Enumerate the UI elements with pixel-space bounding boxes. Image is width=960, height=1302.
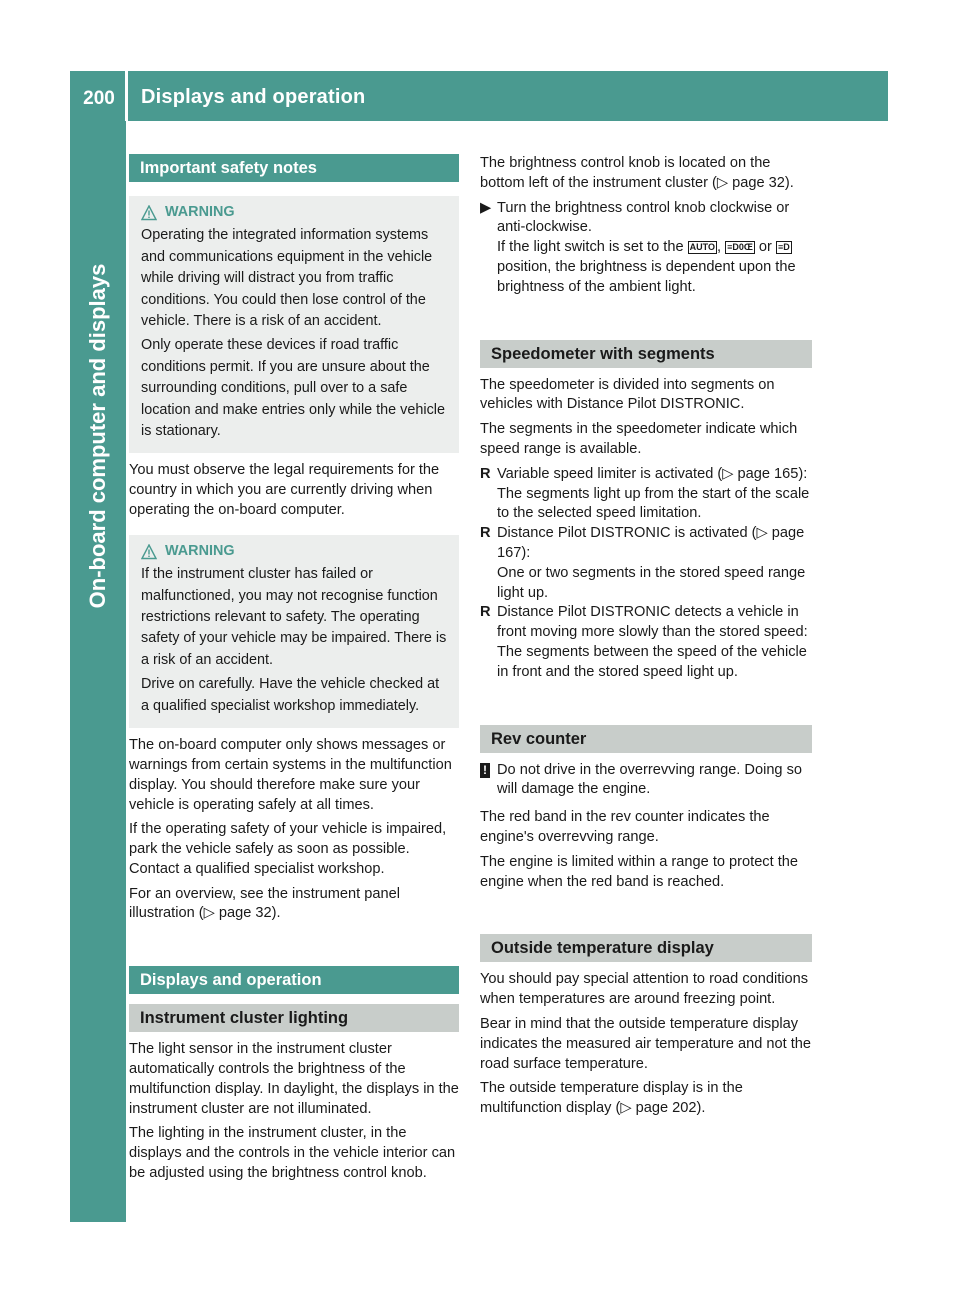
section-heading-lighting: Instrument cluster lighting xyxy=(129,1004,459,1032)
warning-text: If the instrument cluster has failed or malfunctioned, you may not recognise function restrictions relevant to safety. The operating safety of your vehicle may be impaired. There is a risk of an accident. xyxy=(141,566,447,668)
paragraph-lighting: The lighting in the instrument cluster, in the displays and the controls in the vehicle interior can be adjusted using the brightness control knob. xyxy=(129,1125,456,1182)
paragraph-rev: The engine is limited within a range to protect the engine when the red band is reached. xyxy=(480,853,798,890)
warning-triangle-icon xyxy=(141,544,157,560)
left-column xyxy=(129,154,459,1189)
page-number: 200 xyxy=(83,88,115,109)
step-text: Turn the brightness control knob clockwise or anti-clockwise. xyxy=(497,199,790,236)
warning-box xyxy=(129,535,459,728)
header-divider xyxy=(125,71,128,121)
list-item-sub: The segments light up from the start of the scale to the selected speed limitation. xyxy=(497,485,810,522)
auto-light-icon: AUTO xyxy=(689,242,715,253)
bullet-icon: R xyxy=(480,465,491,482)
list-item-main: Distance Pilot DISTRONIC detects a vehicle in front moving more slowly than the stored speed: xyxy=(497,604,808,641)
list-item-main: Distance Pilot DISTRONIC is activated (▷ page 167): xyxy=(497,525,805,561)
step-detail-text: If the light switch is set to the xyxy=(497,239,684,256)
parking-light-icon: ≡D0Œ xyxy=(727,242,753,253)
section-heading-speedometer: Speedometer with segments xyxy=(480,340,812,368)
paragraph-overview: For an overview, see the instrument panel illustration (▷ page 32). xyxy=(129,885,400,922)
section-heading-rev-counter: Rev counter xyxy=(480,725,812,753)
right-column xyxy=(480,154,812,1124)
dipped-beam-icon: ≡D xyxy=(777,242,790,253)
or-text: or xyxy=(758,239,772,256)
warning-triangle-icon xyxy=(141,205,157,221)
paragraph-speedo: The speedometer is divided into segments on vehicles with Distance Pilot DISTRONIC. xyxy=(480,376,775,413)
paragraph-outside: You should pay special attention to road conditions when temperatures are around freezing point. xyxy=(480,971,809,1008)
instruction-step xyxy=(480,199,812,298)
bullet-icon: R xyxy=(480,604,491,621)
paragraph-onboard: The on-board computer only shows messages or warnings from certain systems in the multifunction display. You should therefore make sure your vehicle is operating safely at all times. xyxy=(129,737,452,813)
warning-text: Only operate these devices if road traffic conditions permit. If you are unsure about the surrounding conditions, pull over to a safe location and make entries only while the vehicle is stationary. xyxy=(141,337,445,440)
paragraph-rev: The red band in the rev counter indicates the engine's overrevving range. xyxy=(480,809,770,845)
list-item xyxy=(480,465,812,524)
chapter-title: Displays and operation xyxy=(141,86,366,108)
list-item xyxy=(480,603,812,682)
paragraph-outside: The outside temperature display is in the multifunction display (▷ page 202). xyxy=(480,1080,743,1117)
paragraph-outside: Bear in mind that the outside temperature display indicates the measured air temperature and not the road surface temperature. xyxy=(480,1015,811,1072)
list-item-main: Variable speed limiter is activated (▷ page 165): xyxy=(497,465,808,482)
side-tab-label: On-board computer and displays xyxy=(85,263,110,609)
step-arrow-icon: ▶ xyxy=(480,199,492,216)
warning-label: WARNING xyxy=(165,542,235,559)
note-text: Do not drive in the overrevving range. Doing so will damage the engine. xyxy=(497,761,803,798)
warning-text: Drive on carefully. Have the vehicle checked at a qualified specialist workshop immediately. xyxy=(141,676,440,714)
bullet-icon: R xyxy=(480,525,491,542)
paragraph-impaired: If the operating safety of your vehicle is impaired, park the vehicle safely as soon as possible. Contact a qualified specialist workshop. xyxy=(129,821,447,877)
exclamation-icon: ! xyxy=(480,763,490,778)
paragraph-knob: The brightness control knob is located on the bottom left of the instrument cluster (▷ page 32). xyxy=(480,155,794,191)
list-item-sub: One or two segments in the stored speed range light up. xyxy=(497,564,806,601)
note xyxy=(480,761,812,801)
warning-header xyxy=(141,541,451,562)
comma: , xyxy=(716,239,722,256)
step-detail-text: position, the brightness is dependent upon the brightness of the ambient light. xyxy=(497,258,796,295)
section-heading-outside-temperature: Outside temperature display xyxy=(480,934,812,962)
section-heading-displays: Displays and operation xyxy=(129,966,459,994)
paragraph-sensor: The light sensor in the instrument cluster automatically controls the brightness of the multifunction display. In daylight, the displays in the instrument cluster are not illuminated. xyxy=(129,1041,459,1117)
step-detail xyxy=(497,238,812,297)
list-item xyxy=(480,524,812,603)
warning-box xyxy=(129,196,459,453)
paragraph-legal: You must observe the legal requirements for the country in which you are currently driving when operating the on-board computer. xyxy=(129,462,440,519)
list-item-sub: The segments between the speed of the vehicle in front and the stored speed light up. xyxy=(497,643,807,680)
warning-header xyxy=(141,202,451,223)
paragraph-speedo: The segments in the speedometer indicate which speed range is available. xyxy=(480,421,798,457)
warning-label: WARNING xyxy=(165,204,235,220)
warning-text: Operating the integrated information systems and communications equipment in the vehicle while driving will distract you from traffic conditions. You could then lose control of the vehicle. There is a risk of an accident. xyxy=(141,227,433,330)
section-heading-safety: Important safety notes xyxy=(129,154,459,182)
